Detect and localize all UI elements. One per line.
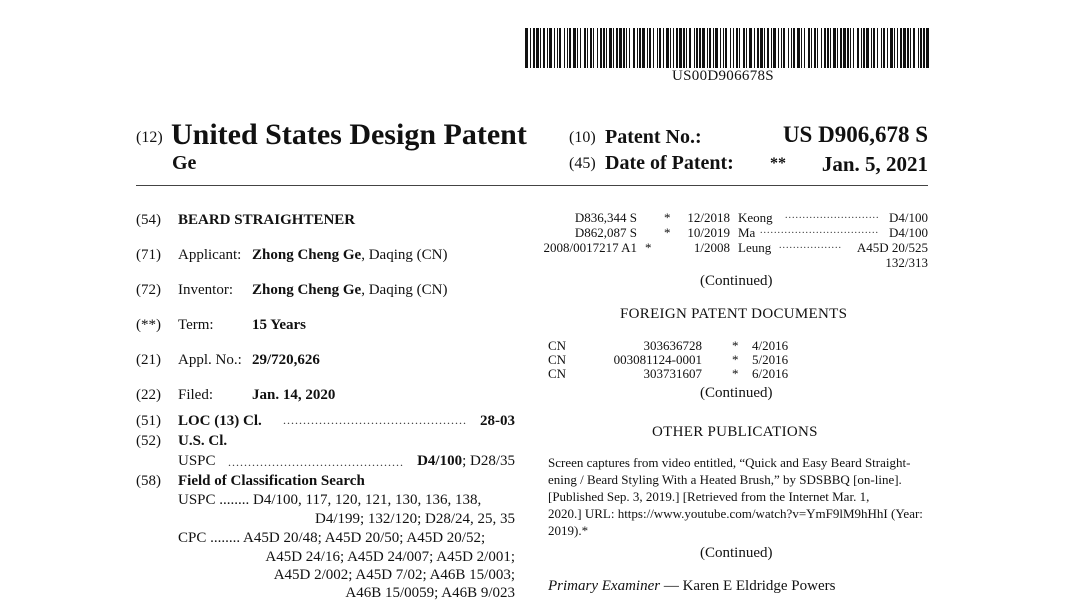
primary-examiner [548,578,835,595]
barcode-number: US00D906678S [672,68,774,84]
date-of-patent: Jan. 5, 2021 [821,152,928,176]
field-of-search-label: Field of Classification Search [178,473,365,489]
code-10: (10) [569,129,596,146]
date-of-patent-label: Date of Patent: [605,152,734,174]
code-21: (21) [136,352,161,368]
invention-title: BEARD STRAIGHTENER [178,212,356,228]
filed-label: Filed: [178,387,214,403]
ref-3-star: * [645,240,652,255]
publication-line-2: ening / Beard Styling With a Heated Brush,” by SDSBBQ [on-line]. [548,472,902,487]
inventor-surname: Ge [172,152,197,174]
continued-1: (Continued) [700,273,773,289]
uspc-primary: D4/100 [417,453,463,469]
fs-cpc-line-4: A46B 15/0059; A46B 9/023 [345,585,515,601]
inventor-name: Zhong Cheng Ge [252,282,362,298]
fs-uspc-line-1: USPC ........ D4/100, 117, 120, 121, 130, 136, 138, [178,492,482,508]
inventor-location: , Daqing (CN) [361,282,448,298]
applicant-name: Zhong Cheng Ge [252,247,362,263]
ref-2-dots: .................................. [760,225,879,236]
foreign-3-date: 6/2016 [752,366,789,381]
examiner-dash: — [660,578,683,594]
fs-cpc-line-1: CPC ........ A45D 20/48; A45D 20/50; A45D 20/52; [178,530,486,546]
inventor-label: Inventor: [178,282,233,298]
date-mark: ** [770,155,786,172]
us-cl-label: U.S. Cl. [178,433,228,449]
ref-1-class: D4/100 [889,210,928,225]
uspc-label: USPC [178,453,216,469]
ref-3-dots: .................. [779,240,842,251]
foreign-1-country: CN [548,338,567,353]
ref-1-dots: ........................... [785,210,880,221]
foreign-docs-heading: FOREIGN PATENT DOCUMENTS [620,306,848,322]
header-rule [136,185,928,186]
ref-3-name: Leung [738,240,772,255]
foreign-3-number: 303731607 [643,366,702,381]
ref-2-number: D862,087 S [574,225,637,240]
ref-1-date: 12/2018 [687,210,730,225]
continued-2: (Continued) [700,385,773,401]
ref-1-number: D836,344 S [574,210,637,225]
foreign-1-number: 303636728 [643,338,702,353]
ref-2-name: Ma [738,225,756,240]
ref-3-number: 2008/0017217 A1 [543,240,637,255]
loc-label: LOC (13) Cl. [178,413,262,429]
code-54: (54) [136,212,161,228]
code-22: (22) [136,387,161,403]
ref-1-name: Keong [738,210,773,225]
uspc-dots: ............................................ [228,455,404,469]
code-45: (45) [569,155,596,172]
appl-no-value: 29/720,626 [252,352,320,368]
term-value: 15 Years [252,317,307,333]
foreign-1-star: * [732,338,739,353]
foreign-2-star: * [732,352,739,367]
foreign-2-number: 003081124-0001 [613,352,702,367]
ref-2-star: * [664,225,671,240]
ref-3-extra-class: 132/313 [885,255,928,270]
barcode [525,28,930,68]
inventor-value [252,282,447,299]
foreign-2-country: CN [548,352,567,367]
publication-line-1: Screen captures from video entitled, “Quick and Easy Beard Straight- [548,455,911,470]
ref-2-class: D4/100 [889,225,928,240]
term-label: Term: [178,317,214,333]
patent-no-label: Patent No.: [605,126,702,148]
ref-3-date: 1/2008 [693,240,730,255]
patent-no: US D906,678 S [782,122,928,147]
appl-no-label: Appl. No.: [178,352,242,368]
fs-cpc-line-3: A45D 2/002; A45D 7/02; A46B 15/003; [273,567,515,583]
foreign-3-country: CN [548,366,567,381]
code-51: (51) [136,413,161,429]
code-58: (58) [136,473,161,489]
foreign-1-date: 4/2016 [752,338,789,353]
ref-2-date: 10/2019 [687,225,730,240]
code-term: (**) [136,317,161,333]
code-12: (12) [136,129,163,146]
code-72: (72) [136,282,161,298]
applicant-location: , Daqing (CN) [361,247,448,263]
patent-type-title: United States Design Patent [171,118,527,151]
fs-uspc-line-2: D4/199; 132/120; D28/24, 25, 35 [314,511,515,527]
other-publications-heading: OTHER PUBLICATIONS [652,424,818,440]
examiner-label: Primary Examiner [548,578,661,594]
publication-line-3: [Published Sep. 3, 2019.] [Retrieved from the Internet Mar. 1, [548,489,870,504]
code-52: (52) [136,433,161,449]
ref-1-star: * [664,210,671,225]
foreign-2-date: 5/2016 [752,352,789,367]
publication-line-5: 2019).* [548,523,589,538]
applicant-label: Applicant: [178,247,242,263]
ref-3-class: A45D 20/525 [856,240,928,255]
fs-cpc-line-2: A45D 24/16; A45D 24/007; A45D 2/001; [265,549,515,565]
examiner-name: Karen E Eldridge Powers [682,578,836,594]
uspc-secondary: ; D28/35 [462,453,515,469]
filed-value: Jan. 14, 2020 [252,387,336,403]
applicant-value [252,247,447,264]
loc-value: 28-03 [480,413,515,429]
code-71: (71) [136,247,161,263]
uspc-value [417,453,515,470]
loc-dots: .............................................. [283,413,467,427]
foreign-3-star: * [732,366,739,381]
continued-3: (Continued) [700,545,773,561]
publication-line-4: 2020.] URL: https://www.youtube.com/watch?v=YmF9lM9hHhI (Year: [548,506,923,521]
